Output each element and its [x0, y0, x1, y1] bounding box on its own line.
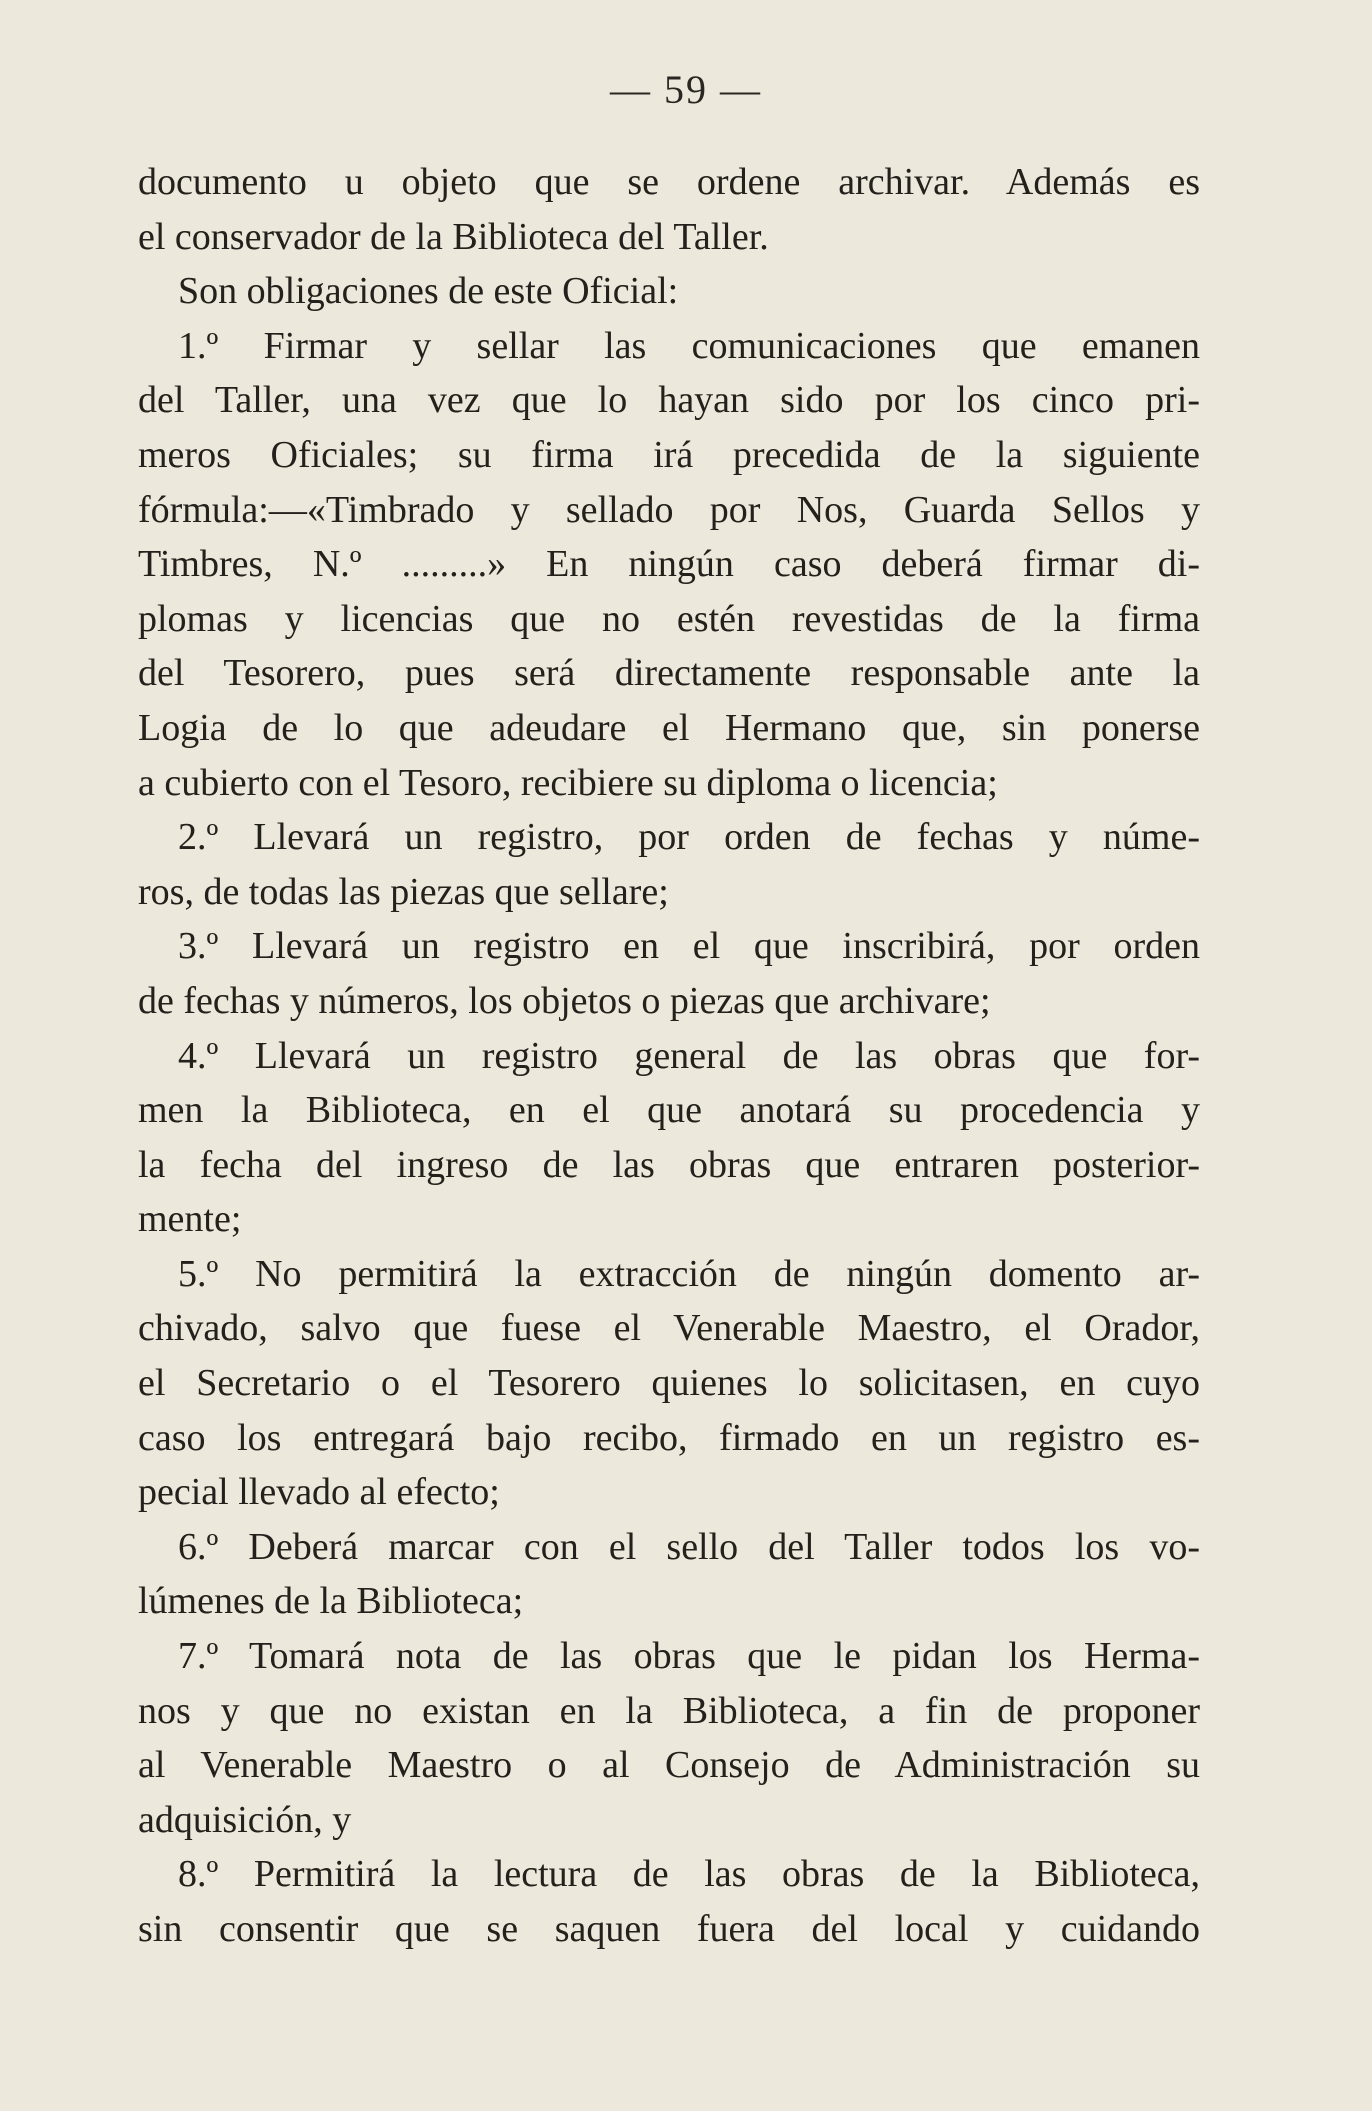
text-line: la fecha del ingreso de las obras que entraren posterior-	[138, 1143, 1200, 1186]
text-line: ros, de todas las piezas que sellare;	[138, 870, 669, 913]
text-line: Timbres, N.º .........» En ningún caso deberá firmar di-	[138, 543, 1200, 586]
text-line: chivado, salvo que fuese el Venerable Maestro, el Orador,	[138, 1307, 1200, 1350]
text-line: del Taller, una vez que lo hayan sido por los cinco pri-	[138, 379, 1200, 422]
text-line: mente;	[138, 1198, 242, 1241]
text-line: men la Biblioteca, en el que anotará su procedencia y	[138, 1089, 1200, 1132]
text-line: el Secretario o el Tesorero quienes lo solicitasen, en cuyo	[138, 1362, 1200, 1405]
text-line: 5.º No permitirá la extracción de ningún domento ar-	[178, 1252, 1200, 1295]
text-line: al Venerable Maestro o al Consejo de Administración su	[138, 1744, 1200, 1787]
text-line: Logia de lo que adeudare el Hermano que, sin ponerse	[138, 706, 1200, 749]
text-line: caso los entregará bajo recibo, firmado en un registro es-	[138, 1416, 1200, 1459]
text-line: nos y que no existan en la Biblioteca, a fin de proponer	[138, 1689, 1200, 1732]
text-line: meros Oficiales; su firma irá precedida de la siguiente	[138, 433, 1200, 476]
text-line: 4.º Llevará un registro general de las obras que for-	[178, 1034, 1200, 1077]
text-line: lúmenes de la Biblioteca;	[138, 1580, 524, 1623]
page-number: — 59 —	[610, 67, 762, 112]
text-line: del Tesorero, pues será directamente responsable ante la	[138, 652, 1200, 695]
text-line: 8.º Permitirá la lectura de las obras de la Biblioteca,	[178, 1853, 1200, 1896]
text-line: pecial llevado al efecto;	[138, 1471, 500, 1514]
body-text	[138, 155, 1200, 1957]
text-line: 3.º Llevará un registro en el que inscribirá, por orden	[178, 925, 1200, 968]
text-line: 1.º Firmar y sellar las comunicaciones que emanen	[178, 324, 1200, 367]
text-line: 2.º Llevará un registro, por orden de fechas y núme-	[178, 816, 1200, 859]
text-line: 6.º Deberá marcar con el sello del Taller todos los vo-	[178, 1525, 1200, 1568]
text-line: adquisición, y	[138, 1798, 352, 1841]
text-line: 7.º Tomará nota de las obras que le pidan los Herma-	[178, 1635, 1200, 1678]
text-line: sin consentir que se saquen fuera del local y cuidando	[138, 1908, 1200, 1950]
text-line: de fechas y números, los objetos o piezas que archivare;	[138, 979, 991, 1022]
text-line: a cubierto con el Tesoro, recibiere su diploma o licencia;	[138, 761, 998, 804]
text-line: el conservador de la Biblioteca del Taller.	[138, 215, 769, 258]
text-line: Son obligaciones de este Oficial:	[178, 270, 679, 313]
text-line: fórmula:—«Timbrado y sellado por Nos, Guarda Sellos y	[138, 488, 1200, 531]
text-line: plomas y licencias que no estén revestidas de la firma	[138, 597, 1200, 640]
text-line: documento u objeto que se ordene archivar. Además es	[138, 161, 1200, 203]
